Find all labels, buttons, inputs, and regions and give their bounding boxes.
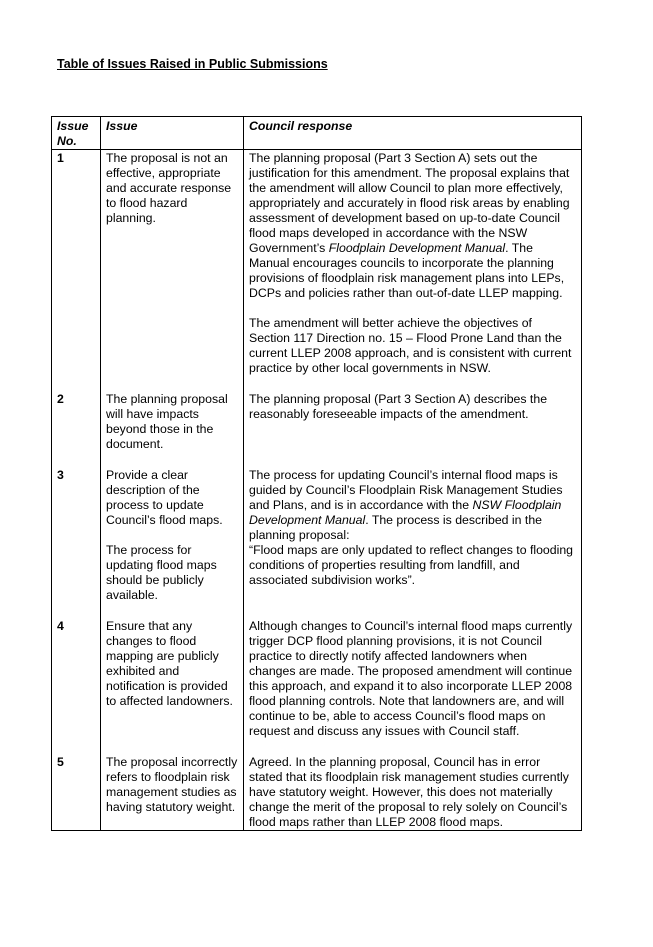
header-issue-no: Issue No. [52, 117, 101, 150]
issue-number: 5 [52, 754, 101, 831]
response-cell [244, 467, 582, 618]
issue-text: The proposal incorrectly refers to floodplain risk management studies as having statutory weight. [106, 755, 238, 814]
response-text: The planning proposal (Part 3 Section A) sets out the justification for this amendment. The proposal explains that the amendment will allow Council to plan more effectively, appropriately and accurately in flood risk areas by enabling assessment of development based on up-to-date Council flood maps developed in accordance with the NSW Government’s Floodplain Development Manual. The Manual encourages councils to incorporate the planning provisions of floodplain risk management plans into LEPs, DCPs and policies rather than out-of-date LLEP mapping. [249, 151, 570, 300]
table-row [52, 754, 582, 831]
response-text: Agreed. In the planning proposal, Council has in error stated that its floodplain risk management studies currently have statutory weight. However, this does not materially change the merit of the proposal to rely solely on Council’s flood maps rather than LLEP 2008 flood maps. [249, 755, 569, 829]
issue-cell [101, 467, 244, 618]
issue-cell [101, 618, 244, 754]
header-issue: Issue [101, 117, 244, 150]
issue-cell [101, 150, 244, 392]
issues-table [51, 116, 582, 831]
issue-number: 3 [52, 467, 101, 618]
issue-text: Provide a clear description of the process to update Council’s flood maps. [106, 468, 223, 527]
issue-text: The process for updating flood maps should be publicly available. [106, 543, 217, 602]
response-text: The planning proposal (Part 3 Section A) describes the reasonably foreseeable impacts of the amendment. [249, 392, 548, 421]
response-cell [244, 754, 582, 831]
issue-cell [101, 754, 244, 831]
table-row [52, 391, 582, 467]
header-council-response: Council response [244, 117, 582, 150]
response-text: The amendment will better achieve the objectives of Section 117 Direction no. 15 – Flood Prone Land than the current LLEP 2008 approach, and is consistent with current practice by other local governments in NSW. [249, 316, 572, 375]
issue-cell [101, 391, 244, 467]
page-title: Table of Issues Raised in Public Submissions [57, 57, 328, 71]
response-cell [244, 391, 582, 467]
issue-number: 1 [52, 150, 101, 392]
issue-text: Ensure that any changes to flood mapping are publicly exhibited and notification is provided to affected landowners. [106, 619, 233, 708]
response-text: Although changes to Council’s internal flood maps currently trigger DCP flood planning provisions, it is not Council practice to directly notify affected landowners when changes are made. The proposed amendment will continue this approach, and expand it to also incorporate LLEP 2008 flood planning controls. Note that landowners are, and will continue to be, able to access Council’s flood maps on request and discuss any issues with Council staff. [249, 619, 573, 738]
issue-number: 2 [52, 391, 101, 467]
issue-text: The planning proposal will have impacts beyond those in the document. [106, 392, 228, 451]
issue-text: The proposal is not an effective, appropriate and accurate response to flood hazard planning. [106, 151, 232, 225]
table-body [52, 150, 582, 831]
table-row [52, 618, 582, 754]
response-text: The process for updating Council’s internal flood maps is guided by Council’s Floodplain Risk Management Studies and Plans, and is in accordance with the NSW Floodplain Development Manual. The process is described in the planning proposal: “Flood maps are only updated to reflect changes to flooding conditions of properties resulting from landfill, and associated subdivision works”. [249, 468, 574, 587]
response-italic: Floodplain Development Manual [328, 241, 506, 255]
table-row [52, 150, 582, 392]
table-row [52, 467, 582, 618]
table-header-row [52, 117, 582, 150]
response-cell [244, 150, 582, 392]
response-cell [244, 618, 582, 754]
response-italic: NSW Floodplain Development Manual [249, 498, 562, 527]
issue-number: 4 [52, 618, 101, 754]
